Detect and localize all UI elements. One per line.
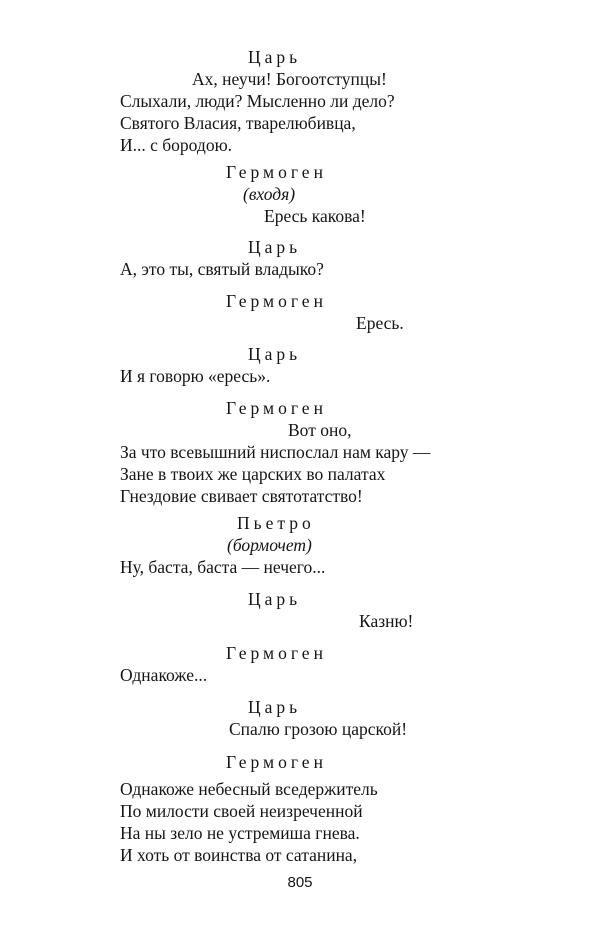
verse-line: За что всевышний ниспослал нам кару —	[120, 442, 431, 462]
speaker-name: Царь	[248, 47, 302, 67]
speaker-name: Царь	[248, 589, 302, 609]
speaker-name: Пьетро	[237, 513, 315, 533]
speaker-name: Гермоген	[226, 643, 327, 663]
verse-line: Гнездовие свивает святотатство!	[120, 486, 363, 506]
verse-line: Ересь.	[356, 313, 404, 333]
verse-line: Слыхали, люди? Мысленно ли дело?	[120, 91, 395, 111]
speaker-name: Гермоген	[226, 752, 327, 772]
verse-line: Вот оно,	[288, 420, 352, 440]
verse-line: А, это ты, святый владыко?	[120, 259, 324, 279]
verse-line: Ну, баста, баста — нечего...	[120, 557, 326, 577]
speaker-name: Гермоген	[226, 162, 327, 182]
page-number: 805	[287, 874, 313, 891]
verse-line: Однакоже...	[120, 665, 208, 685]
verse-line: Однакоже небесный вседержитель	[120, 779, 378, 799]
speaker-name: Царь	[248, 237, 302, 257]
speaker-name: Гермоген	[226, 291, 327, 311]
speaker-name: Царь	[248, 344, 302, 364]
verse-line: И хоть от воинства от сатанина,	[120, 845, 358, 865]
verse-line: Ах, неучи! Богоотступцы!	[192, 69, 387, 89]
stage-direction: (входя)	[243, 184, 296, 204]
verse-line: Зане в твоих же царских во палатах	[120, 464, 386, 484]
verse-line: Спалю грозою царской!	[229, 719, 408, 739]
verse-line: Ересь какова!	[264, 206, 366, 226]
speaker-name: Гермоген	[226, 398, 327, 418]
verse-line: Казню!	[359, 611, 414, 631]
verse-line: И я говорю «ересь».	[120, 366, 271, 386]
verse-line: Святого Власия, тварелюбивца,	[120, 113, 356, 133]
verse-line: И... с бородою.	[120, 135, 233, 155]
speaker-name: Царь	[248, 697, 302, 717]
verse-line: На ны зело не устремиша гнева.	[120, 823, 360, 843]
verse-line: По милости своей неизреченной	[120, 801, 363, 821]
stage-direction: (бормочет)	[227, 535, 312, 555]
